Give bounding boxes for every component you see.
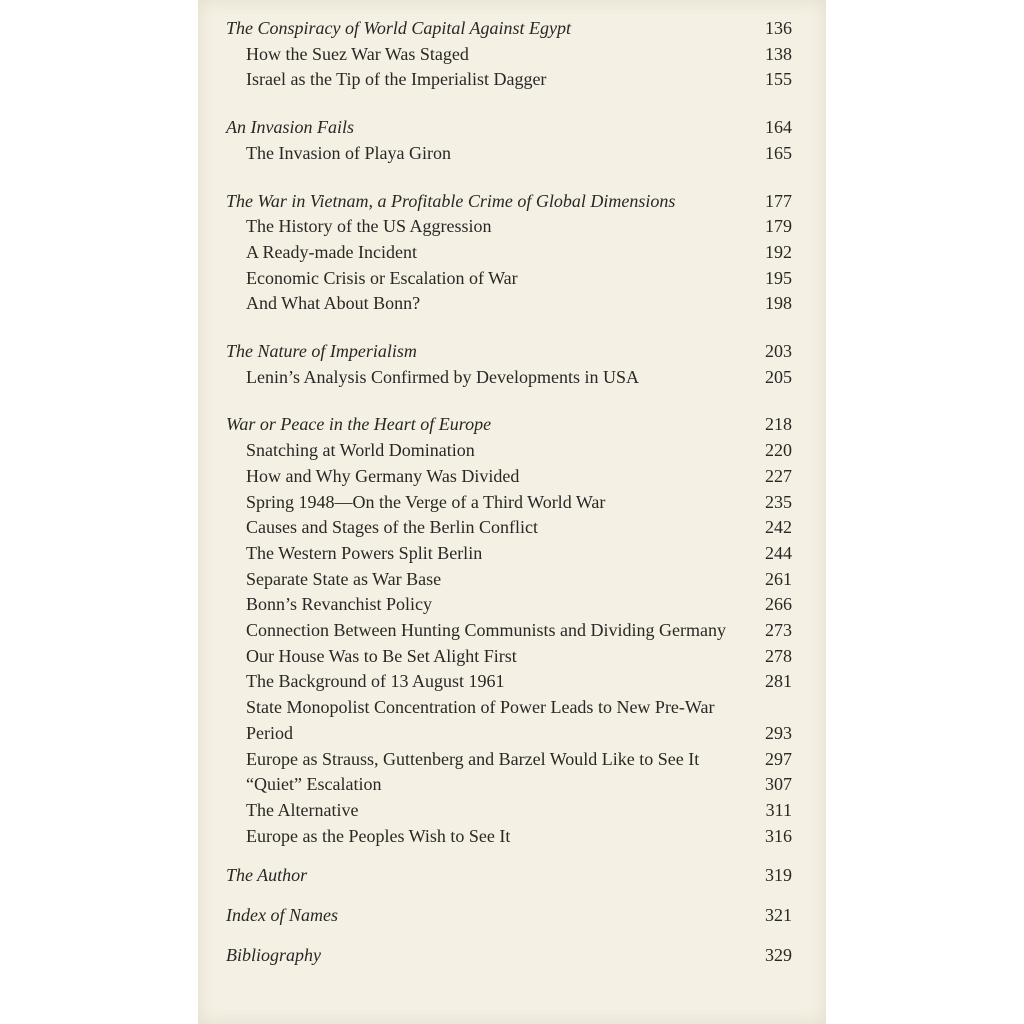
entry-title: How the Suez War Was Staged <box>246 43 469 64</box>
table-of-contents <box>226 16 792 969</box>
entry-title: The Conspiracy of World Capital Against Egypt <box>226 18 572 38</box>
page-number: 155 <box>765 69 792 90</box>
toc-section <box>226 490 792 516</box>
page-number: 293 <box>765 722 792 743</box>
entry-title: Bibliography <box>226 944 321 965</box>
page-number: 177 <box>765 190 792 211</box>
page-number: 203 <box>765 341 792 362</box>
toc-chapter-author <box>226 863 792 889</box>
toc-section <box>226 567 792 593</box>
page-number: 311 <box>765 799 792 820</box>
entry-title: Israel as the Tip of the Imperialist Dagger <box>246 69 547 90</box>
entry-title: Our House Was to Be Set Alight First <box>246 645 517 666</box>
page-number: 273 <box>765 620 792 641</box>
toc-section <box>226 618 792 644</box>
page-number: 136 <box>765 18 792 38</box>
toc-section <box>226 365 792 391</box>
entry-title: The Nature of Imperialism <box>226 341 417 362</box>
page-number: 244 <box>765 542 792 563</box>
toc-chapter-index <box>226 903 792 929</box>
toc-chapter-invasion <box>226 115 792 141</box>
entry-title: How and Why Germany Was Divided <box>246 465 520 486</box>
entry-title: Index of Names <box>226 905 338 926</box>
page-number: 329 <box>765 944 792 965</box>
entry-title: Spring 1948—On the Verge of a Third World War <box>246 491 606 512</box>
entry-title: The History of the US Aggression <box>246 216 492 237</box>
toc-section <box>226 695 792 746</box>
toc-section <box>226 644 792 670</box>
entry-title: The Alternative <box>246 799 359 820</box>
page-number: 297 <box>765 748 792 769</box>
toc-section <box>226 214 792 240</box>
page-number: 261 <box>765 568 792 589</box>
entry-title: Connection Between Hunting Communists and Dividing Germany <box>246 620 726 641</box>
entry-title: The Invasion of Playa Giron <box>246 142 451 163</box>
page-number: 192 <box>765 241 792 262</box>
entry-title: The Western Powers Split Berlin <box>246 542 483 563</box>
entry-title: State Monopolist Concentration of Power Leads to New Pre-War Period <box>246 697 715 743</box>
toc-section <box>226 824 792 850</box>
toc-section <box>226 67 792 93</box>
entry-title: Europe as the Peoples Wish to See It <box>246 825 511 846</box>
page-number: 220 <box>765 440 792 461</box>
page-number: 179 <box>765 216 792 237</box>
toc-chapter-bibliography <box>226 943 792 969</box>
toc-section <box>226 798 792 824</box>
entry-title: Lenin’s Analysis Confirmed by Developments in USA <box>246 366 639 387</box>
entry-title: The Background of 13 August 1961 <box>246 671 505 692</box>
entry-title: The War in Vietnam, a Profitable Crime of Global Dimensions <box>226 190 676 211</box>
book-page <box>198 0 826 1024</box>
page-number: 266 <box>765 594 792 615</box>
toc-chapter-imperialism <box>226 339 792 365</box>
page-number: 242 <box>765 517 792 538</box>
toc-chapter-egypt <box>226 16 792 42</box>
page-number: 165 <box>765 142 792 163</box>
toc-section <box>226 747 792 773</box>
toc-section <box>226 515 792 541</box>
page-number: 281 <box>765 671 792 692</box>
page-number: 235 <box>765 491 792 512</box>
toc-section <box>226 464 792 490</box>
toc-section <box>226 266 792 292</box>
toc-section <box>226 291 792 317</box>
entry-title: Economic Crisis or Escalation of War <box>246 267 518 288</box>
toc-section <box>226 541 792 567</box>
page-number: 164 <box>765 117 792 138</box>
page-number: 278 <box>765 645 792 666</box>
entry-title: Bonn’s Revanchist Policy <box>246 594 432 615</box>
toc-chapter-europe <box>226 412 792 438</box>
toc-section <box>226 240 792 266</box>
toc-section <box>226 438 792 464</box>
page-number: 218 <box>765 414 792 435</box>
entry-title: Separate State as War Base <box>246 568 442 589</box>
toc-chapter-vietnam <box>226 189 792 215</box>
entry-title: War or Peace in the Heart of Europe <box>226 414 492 435</box>
toc-section <box>226 669 792 695</box>
toc-section <box>226 772 792 798</box>
entry-title: Causes and Stages of the Berlin Conflict <box>246 517 538 538</box>
page-number: 227 <box>765 465 792 486</box>
entry-title: The Author <box>226 865 308 886</box>
page-number: 316 <box>765 825 792 846</box>
toc-section <box>226 592 792 618</box>
entry-title: A Ready-made Incident <box>246 241 417 262</box>
page-number: 195 <box>765 267 792 288</box>
toc-section <box>226 141 792 167</box>
entry-title: Europe as Strauss, Guttenberg and Barzel Would Like to See It <box>246 748 700 769</box>
entry-title: Snatching at World Domination <box>246 440 475 461</box>
entry-title: And What About Bonn? <box>246 293 421 314</box>
page-number: 319 <box>765 865 792 886</box>
page-number: 205 <box>765 366 792 387</box>
toc-section <box>226 42 792 68</box>
page-number: 198 <box>765 293 792 314</box>
page-number: 321 <box>765 905 792 926</box>
page-number: 307 <box>765 774 792 795</box>
page-number: 138 <box>765 43 792 64</box>
entry-title: An Invasion Fails <box>226 117 354 138</box>
entry-title: “Quiet” Escalation <box>246 774 382 795</box>
